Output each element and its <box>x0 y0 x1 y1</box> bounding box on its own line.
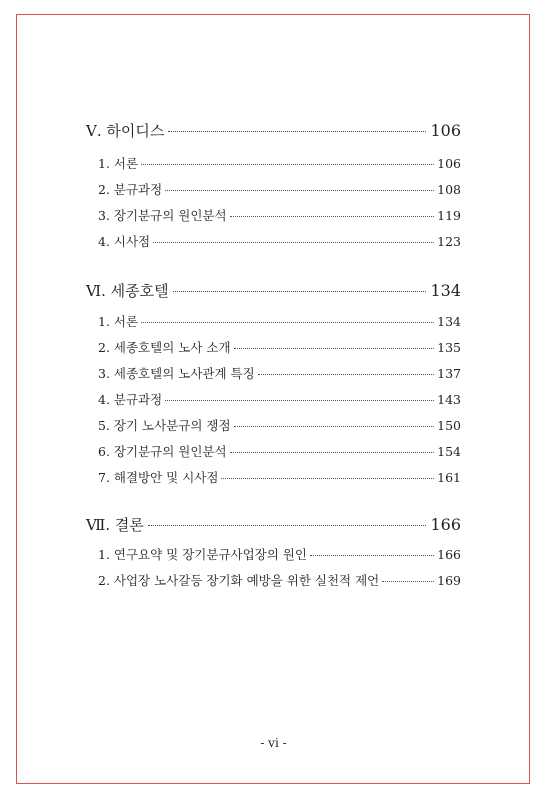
entry-title: 1. 서론 <box>98 156 139 171</box>
dot-leader <box>173 291 427 292</box>
dot-leader <box>230 216 435 217</box>
entry-title: 4. 분규과정 <box>98 392 163 407</box>
chapter-page: 134 <box>430 281 461 300</box>
entry-page: 161 <box>437 470 461 485</box>
dot-leader <box>165 190 434 191</box>
entry-page: 137 <box>437 366 461 381</box>
chapter-title: Ⅶ. 결론 <box>86 516 144 534</box>
toc-entry[interactable] <box>86 571 461 589</box>
entry-title: 5. 장기 노사분규의 쟁점 <box>98 418 231 433</box>
entry-page: 169 <box>437 573 461 588</box>
dot-leader <box>168 131 426 132</box>
entry-title: 1. 서론 <box>98 314 139 329</box>
entry-title: 6. 장기분규의 원인분석 <box>98 444 227 459</box>
entry-page: 154 <box>437 444 461 459</box>
toc-entry[interactable] <box>86 468 461 486</box>
toc-entry[interactable] <box>86 154 461 172</box>
dot-leader <box>234 348 435 349</box>
entry-title: 2. 분규과정 <box>98 182 163 197</box>
dot-leader <box>310 555 434 556</box>
entry-title: 1. 연구요약 및 장기분규사업장의 원인 <box>98 547 307 562</box>
entry-title: 2. 사업장 노사갈등 장기화 예방을 위한 실천적 제언 <box>98 573 380 588</box>
entry-page: 150 <box>437 418 461 433</box>
chapter-page: 106 <box>430 121 461 140</box>
toc-entry[interactable] <box>86 338 461 356</box>
entry-page: 166 <box>437 547 461 562</box>
toc-entry[interactable] <box>86 232 461 250</box>
dot-leader <box>382 581 434 582</box>
toc-entry[interactable] <box>86 416 461 434</box>
dot-leader <box>153 242 434 243</box>
entry-title: 2. 세종호텔의 노사 소개 <box>98 340 231 355</box>
toc-chapter[interactable] <box>86 514 461 535</box>
entry-page: 135 <box>437 340 461 355</box>
dot-leader <box>258 374 434 375</box>
entry-title: 3. 장기분규의 원인분석 <box>98 208 227 223</box>
entry-title: 3. 세종호텔의 노사관계 특징 <box>98 366 255 381</box>
toc-entry[interactable] <box>86 545 461 563</box>
entry-page: 106 <box>437 156 461 171</box>
chapter-page: 166 <box>430 515 461 534</box>
dot-leader <box>141 164 434 165</box>
toc-entry[interactable] <box>86 206 461 224</box>
dot-leader <box>234 426 435 427</box>
entry-title: 7. 해결방안 및 시사점 <box>98 470 219 485</box>
entry-page: 143 <box>437 392 461 407</box>
toc-entry[interactable] <box>86 312 461 330</box>
dot-leader <box>148 525 427 526</box>
toc-entry[interactable] <box>86 442 461 460</box>
toc-entry[interactable] <box>86 390 461 408</box>
entry-page: 119 <box>437 208 461 223</box>
toc-entry[interactable] <box>86 180 461 198</box>
entry-page: 108 <box>437 182 461 197</box>
dot-leader <box>230 452 435 453</box>
dot-leader <box>165 400 434 401</box>
entry-page: 123 <box>437 234 461 249</box>
toc-chapter[interactable] <box>86 120 461 141</box>
toc-entry[interactable] <box>86 364 461 382</box>
entry-page: 134 <box>437 314 461 329</box>
dot-leader <box>141 322 434 323</box>
chapter-title: Ⅴ. 하이디스 <box>86 122 165 140</box>
entry-title: 4. 시사점 <box>98 234 151 249</box>
chapter-title: Ⅵ. 세종호텔 <box>86 282 169 300</box>
dot-leader <box>221 478 434 479</box>
toc-chapter[interactable] <box>86 280 461 301</box>
page-number-footer: - vi - <box>260 736 287 750</box>
